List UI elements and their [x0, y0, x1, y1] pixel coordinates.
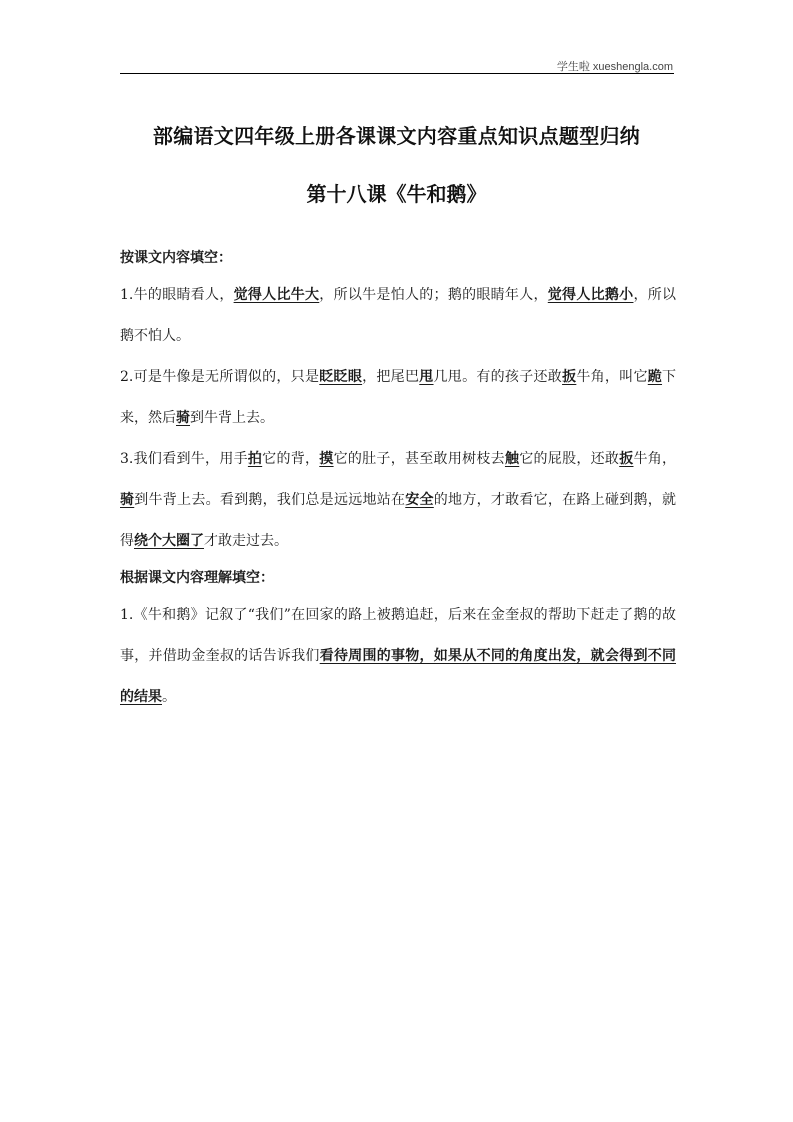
answer-text: 绕个大圈了: [134, 533, 204, 549]
lesson-title: 第十八课《牛和鹅》: [306, 182, 487, 206]
item-text: 几甩。有的孩子还敢: [433, 369, 563, 385]
fill-in-item: [120, 439, 676, 562]
item-text: ，把尾巴: [362, 369, 420, 385]
item-text: 牛角，叫它: [576, 369, 648, 385]
answer-text: 摸: [319, 451, 334, 467]
answer-text: 觉得人比牛大: [233, 287, 320, 303]
item-text: 2.可是牛像是无所谓似的，只是: [120, 369, 320, 385]
item-text: 1.《牛和鹅》记叙了“我们”在回家的路上被鹅追赶，后来在金奎叔的帮助下赶走了鹅的故事，并借助金奎叔的话告诉我们: [120, 607, 676, 664]
header-divider: [120, 73, 674, 74]
item-text: ，所以牛是怕人的；鹅的眼睛年人，: [319, 287, 548, 303]
answer-text: 安全: [405, 492, 434, 508]
answer-text: 触: [504, 451, 520, 467]
item-text: 的地方，才敢看它，在路上碰到鹅，就得: [120, 492, 677, 549]
document-body: [120, 242, 676, 718]
answer-text: 拍: [247, 451, 263, 467]
item-text: ，所以鹅不怕人。: [120, 287, 677, 344]
section-heading: 根据课文内容理解填空：: [120, 570, 274, 586]
answer-text: 骑: [120, 492, 135, 508]
answer-text: 甩: [419, 369, 434, 385]
section-heading: 按课文内容填空：: [120, 250, 232, 266]
item-text: 3.我们看到牛，用手: [120, 451, 248, 467]
header-site-label: 学生啦 xueshengla.com: [556, 61, 673, 73]
item-text: 才敢走过去。: [204, 533, 288, 549]
item-text: 。: [162, 689, 176, 705]
answer-text: 觉得人比鹅小: [547, 287, 634, 303]
item-text: 到牛背上去。看到鹅，我们总是远远地站在: [134, 492, 406, 508]
fill-in-item: [120, 595, 676, 718]
fill-in-item: [120, 275, 676, 357]
answer-text: 看待周围的事物，如果从不同的角度出发，就会得到不同的结果: [120, 648, 677, 705]
item-text: 它的背，: [262, 451, 320, 467]
answer-text: 扳: [562, 369, 577, 385]
item-text: 1.牛的眼睛看人，: [120, 287, 234, 303]
item-text: 下来，然后: [120, 369, 677, 426]
item-text: 牛角，: [633, 451, 677, 467]
answer-text: 扳: [619, 451, 634, 467]
document-title: 部编语文四年级上册各课课文内容重点知识点题型归纳: [152, 124, 641, 148]
answer-text: 跪: [647, 369, 663, 385]
fill-in-item: [120, 357, 676, 439]
item-text: 它的屁股，还敢: [519, 451, 620, 467]
item-text: 到牛背上去。: [190, 410, 274, 426]
answer-text: 眨眨眼: [319, 369, 363, 385]
item-text: 它的肚子，甚至敢用树枝去: [333, 451, 505, 467]
answer-text: 骑: [176, 410, 190, 426]
